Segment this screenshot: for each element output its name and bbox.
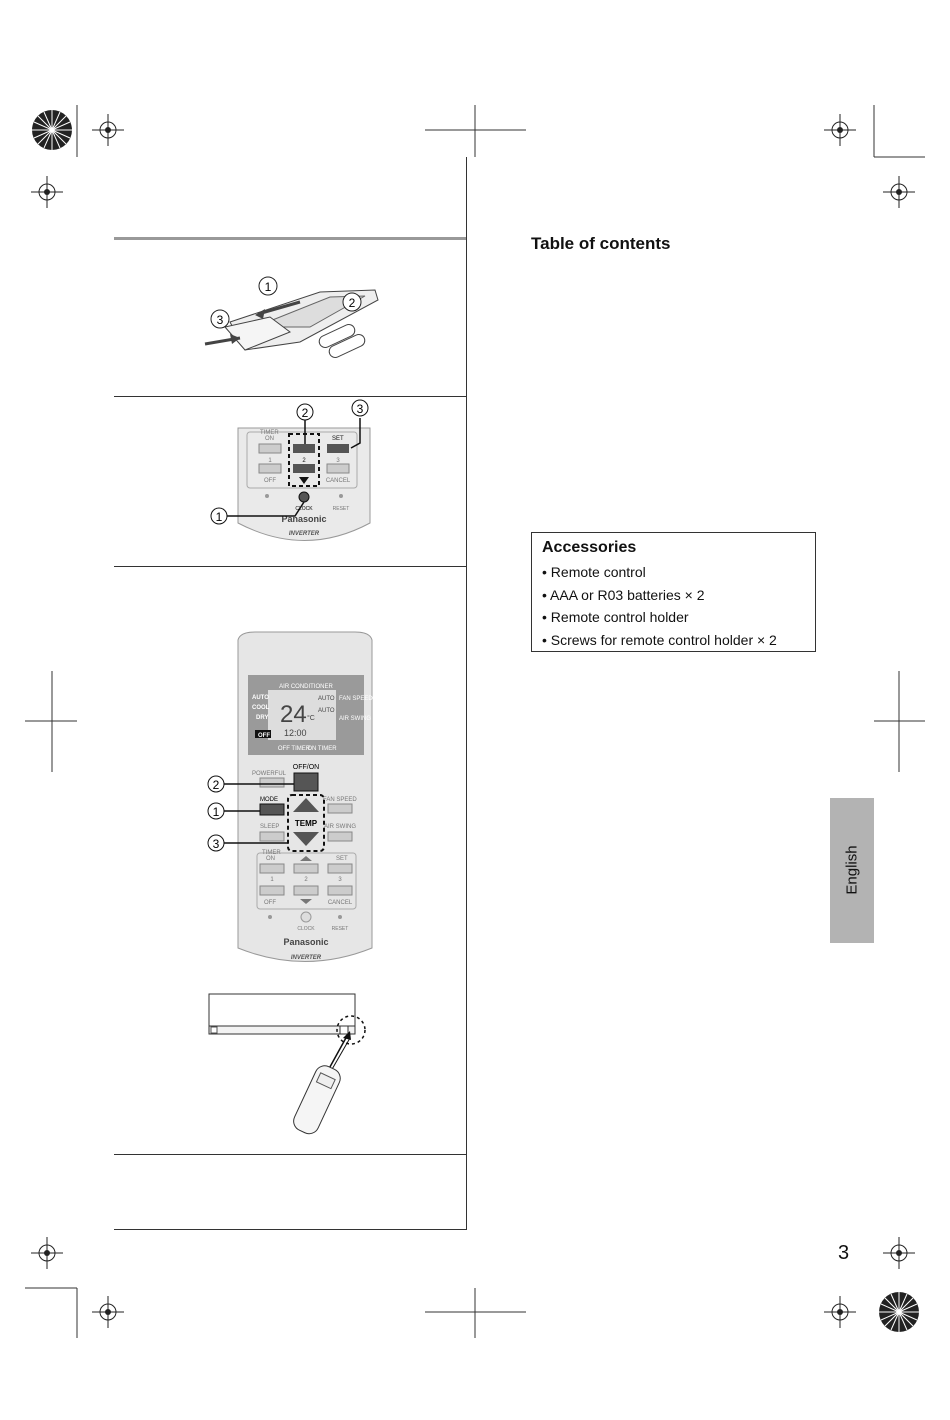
off-label: OFF [264, 478, 276, 484]
remote-control-illustration [200, 630, 380, 975]
marker-2: 2 [301, 406, 309, 420]
on-timer-label: ON TIMER [307, 746, 337, 752]
display-title: AIR CONDITIONER [279, 684, 333, 690]
section-divider-3 [114, 1154, 466, 1155]
accessory-item: • Screws for remote control holder × 2 [542, 632, 777, 648]
clock-display: 12:00 [284, 728, 307, 738]
set-label: SET [336, 856, 348, 862]
timer-label: TIMER [262, 850, 281, 856]
num1: 1 [268, 458, 272, 464]
section-divider-2 [114, 566, 466, 567]
accessory-text: AAA or R03 batteries × 2 [550, 587, 705, 603]
fan-speed-label: FAN SPEED [339, 696, 373, 702]
marker-1: 1 [264, 280, 272, 294]
num2: 2 [304, 877, 308, 883]
marker-3: 3 [216, 313, 224, 327]
off-timer-label: OFF TIMER [277, 746, 311, 752]
battery-insertion-illustration [200, 272, 390, 382]
on-label: ON [265, 436, 274, 442]
temperature-display: 24 [280, 701, 307, 728]
powerful-label: POWERFUL [252, 771, 287, 777]
mode-cool: COOL [252, 705, 270, 711]
air-swing-label: AIR SWING [339, 716, 372, 722]
indoor-unit-pointing-illustration [205, 990, 375, 1135]
page-number: 3 [838, 1242, 850, 1264]
timer-label: TIMER [260, 430, 279, 436]
marker-2: 2 [348, 296, 356, 310]
mode-auto: AUTO [252, 695, 269, 701]
temp-unit: °C [307, 715, 315, 722]
sleep-label: SLEEP [260, 824, 280, 830]
swing-auto: AUTO [318, 708, 335, 714]
reset-label: RESET [332, 506, 350, 512]
clock-setting-illustration [205, 398, 375, 553]
num2: 2 [302, 458, 306, 464]
language-tab-label: English [843, 845, 861, 895]
brand-logo: Panasonic [281, 514, 327, 524]
fan-auto: AUTO [318, 696, 335, 702]
num1: 1 [270, 877, 274, 883]
marker-1: 1 [212, 805, 220, 819]
accessory-item: • Remote control [542, 564, 646, 580]
accessory-text: Remote control holder [550, 609, 689, 625]
section-divider-1 [114, 396, 466, 397]
on-label: ON [266, 856, 275, 862]
registration-sunburst-br [879, 1292, 919, 1332]
mode-label: MODE [260, 797, 278, 803]
registration-crosshairs [31, 114, 915, 1328]
marker-3: 3 [356, 402, 364, 416]
num3: 3 [338, 877, 342, 883]
off-badge: OFF [258, 733, 270, 739]
fan-speed-button-label: FAN SPEED [323, 797, 357, 803]
air-swing-button-label: AIR SWING [324, 824, 357, 830]
inverter-logo: INVERTER [290, 955, 322, 961]
language-tab [830, 798, 874, 943]
accessories-title: Accessories [542, 539, 637, 556]
clock-label: CLOCK [295, 506, 313, 512]
cancel-label: CANCEL [325, 478, 351, 484]
accessory-item: • AAA or R03 batteries × 2 [542, 587, 705, 603]
accessories-box [531, 532, 816, 652]
inverter-logo: INVERTER [288, 531, 320, 537]
brand-logo: Panasonic [283, 937, 329, 947]
off-label: OFF [264, 900, 276, 906]
off-on-label: OFF/ON [292, 764, 320, 771]
column-divider [466, 157, 467, 1230]
accessory-item: • Remote control holder [542, 609, 689, 625]
section-divider-4 [114, 1229, 466, 1230]
set-label: SET [332, 436, 344, 442]
accessory-text: Remote control [550, 564, 646, 580]
temp-label: TEMP [294, 819, 318, 828]
marker-3: 3 [212, 837, 220, 851]
mode-dry: DRY [256, 715, 269, 721]
table-of-contents-title: Table of contents [531, 234, 671, 253]
num3: 3 [336, 458, 340, 464]
marker-1: 1 [215, 510, 223, 524]
reset-label: RESET [331, 926, 349, 932]
accessory-text: Screws for remote control holder × 2 [550, 632, 777, 648]
section-header-rule [114, 237, 466, 240]
registration-sunburst-tl [32, 110, 72, 150]
marker-2: 2 [212, 778, 220, 792]
cancel-label: CANCEL [327, 900, 353, 906]
clock-label: CLOCK [297, 926, 315, 932]
